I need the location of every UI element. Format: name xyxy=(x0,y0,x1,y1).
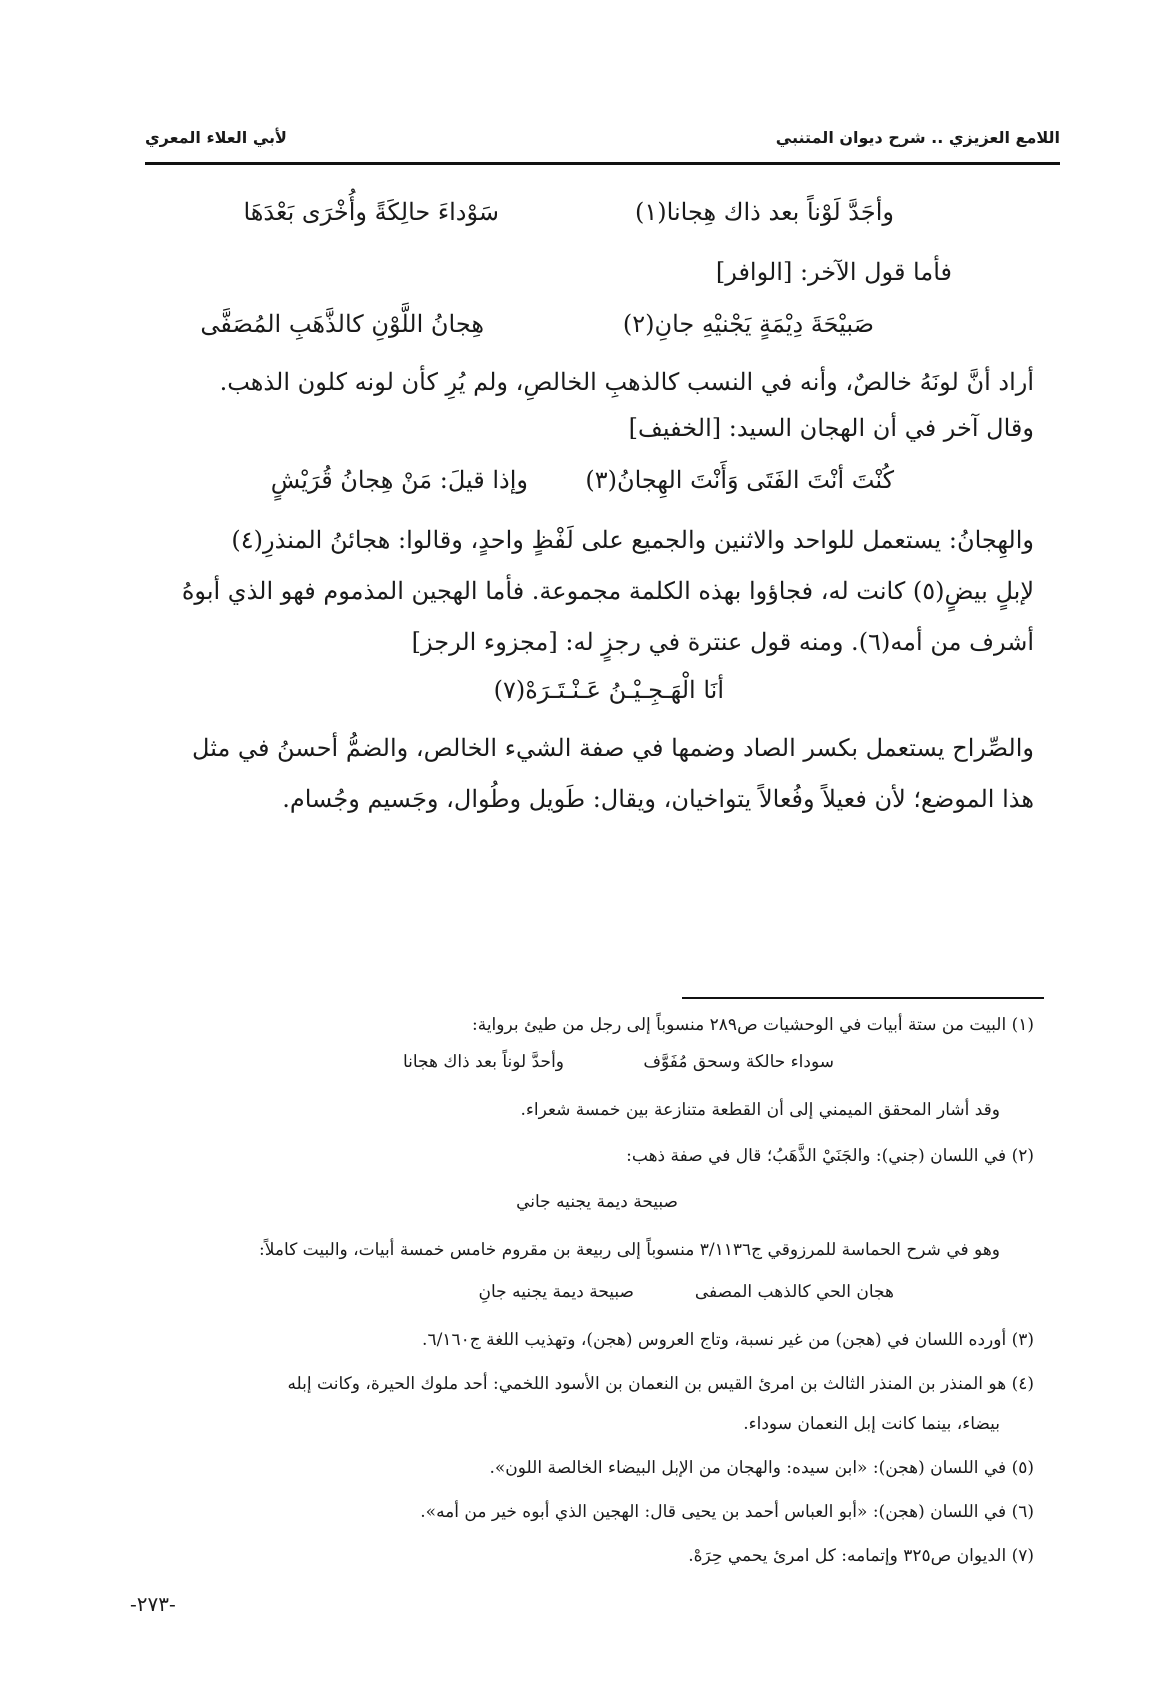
footnote-2-verse: صبيحة ديمة يجنيه جاني xyxy=(516,1192,678,1212)
paragraph-2-line-2: لإبلٍ بيضٍ(٥) كانت له، فجاؤوا بهذه الكلمة مجموعة. فأما الهجين المذموم فهو الذي أبوهُ xyxy=(181,577,1034,605)
header-author: لأبي العلاء المعري xyxy=(145,128,287,147)
footnote-1-verse-first-half: سوداء حالكة وسحق مُفَوَّف xyxy=(643,1052,834,1072)
paragraph-3-line-1: والصِّراح يستعمل بكسر الصاد وضمها في صفة الشيء الخالص، والضمُّ أحسنُ في مثل xyxy=(192,734,1034,762)
footnote-2-extra: وهو في شرح الحماسة للمرزوقي ج٣/١١٣٦ منسوباً إلى ربيعة بن مقروم خامس خمسة أبيات، والبيت كاملاً: xyxy=(259,1240,1000,1260)
footnote-2: (٢) في اللسان (جني): والجَنَيْ الذَّهَبُ؛ قال في صفة ذهب: xyxy=(626,1146,1034,1166)
paragraph-2-line-1: والهِجانُ: يستعمل للواحد والاثنين والجميع على لَفْظٍ واحدٍ، وقالوا: هجائنُ المنذرِ(٤) xyxy=(231,526,1034,554)
verse-3-second-half: كُنْتَ أنْتَ الفَتَى وَأَنْتَ الهِجانُ(٣) xyxy=(585,466,894,494)
footnote-3: (٣) أورده اللسان في (هجن) من غير نسبة، وتاج العروس (هجن)، وتهذيب اللغة ج٦/١٦٠. xyxy=(422,1330,1034,1350)
footnote-1: (١) البيت من ستة أبيات في الوحشيات ص٢٨٩ منسوباً إلى رجل من طيئ برواية: xyxy=(471,1015,1034,1035)
verse-1-first-half: سَوْداءَ حالِكَةً وأُخْرَى بَعْدَهَا xyxy=(243,198,499,226)
page-number: -٢٧٣- xyxy=(130,1592,176,1616)
verse-2-first-half: هِجانُ اللَّوْنِ كالذَّهَبِ المُصَفَّى xyxy=(200,310,484,338)
footnote-1-extra: وقد أشار المحقق الميمني إلى أن القطعة متنازعة بين خمسة شعراء. xyxy=(520,1100,1000,1120)
footnote-1-verse-second-half: وأحدَّ لوناً بعد ذاك هجانا xyxy=(402,1052,564,1072)
footnote-2-verse-2-first-half: هجان الحي كالذهب المصفى xyxy=(694,1282,894,1302)
header-rule xyxy=(145,162,1060,165)
header-book-title: اللامع العزيزي .. شرح ديوان المتنبي xyxy=(775,128,1060,147)
footnote-7: (٧) الديوان ص٣٢٥ وإتمامه: كل امرئ يحمي حِرَهْ. xyxy=(688,1546,1034,1566)
verse-2-second-half: صَبيْحَةَ دِيْمَةٍ يَجْنيْهِ جانِ(٢) xyxy=(622,310,874,338)
verse-1-second-half: وأجَدَّ لَوْناً بعد ذاك هِجانا(١) xyxy=(635,198,894,226)
footnote-5: (٥) في اللسان (هجن): «ابن سيده: والهجان من الإبل البيضاء الخالصة اللون». xyxy=(489,1458,1034,1478)
intro-line-2: وقال آخر في أن الهجان السيد: [الخفيف] xyxy=(628,414,1034,442)
paragraph-3-line-2: هذا الموضع؛ لأن فعيلاً وفُعالاً يتواخيان، ويقال: طَويل وطُوال، وجَسيم وجُسام. xyxy=(282,785,1034,813)
footnote-4-line-2: بيضاء، بينما كانت إبل النعمان سوداء. xyxy=(743,1414,1000,1434)
intro-line-1: فأما قول الآخر: [الوافر] xyxy=(715,258,952,286)
footnote-separator xyxy=(682,997,1044,999)
verse-3-first-half: وإذا قيلَ: مَنْ هِجانُ قُرَيْشٍ xyxy=(270,466,528,494)
verse-4: أنَا الْهَـجِـيْـنُ عَـنْـتَـرَهْ(٧) xyxy=(493,676,724,704)
paragraph-1: أراد أنَّ لونَهُ خالصٌ، وأنه في النسب كالذهبِ الخالصِ، ولم يُرِ كأن لونه كلون الذهب. xyxy=(219,368,1034,396)
footnote-2-verse-2-second-half: صبيحة ديمة يجنيه جانِ xyxy=(478,1282,634,1302)
footnote-6: (٦) في اللسان (هجن): «أبو العباس أحمد بن يحيى قال: الهجين الذي أبوه خير من أمه». xyxy=(420,1502,1034,1522)
running-header xyxy=(145,120,1060,164)
paragraph-2-line-3: أشرف من أمه(٦). ومنه قول عنترة في رجزٍ له: [مجزوء الرجز] xyxy=(411,628,1034,656)
footnote-4-line-1: (٤) هو المنذر بن المنذر الثالث بن امرئ القيس بن النعمان بن الأسود اللخمي: أحد ملوك الحيرة، وكانت إبله xyxy=(287,1374,1034,1394)
